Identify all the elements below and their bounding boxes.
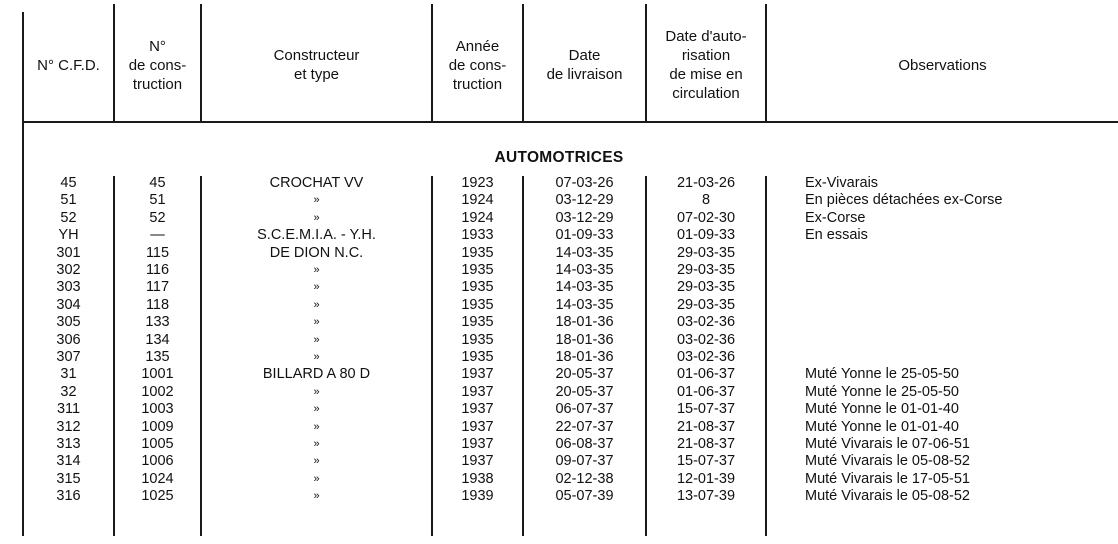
cell-date-livraison: 05-07-39: [555, 488, 614, 505]
cell-observations: Muté Yonne le 25-05-50: [805, 383, 959, 400]
cell-construction-number: 45: [149, 175, 166, 191]
cell-annee: 1937: [461, 401, 494, 418]
cell-annee: 1935: [461, 331, 494, 348]
table-row: [0, 245, 1118, 262]
cell-construction-number: 1009: [141, 418, 174, 435]
cell-cfd: 306: [56, 331, 81, 348]
cell-date-autorisation: 15-07-37: [676, 401, 736, 418]
cell-date-autorisation: 13-07-39: [676, 488, 736, 505]
cell-date-autorisation: 15-07-37: [676, 453, 736, 470]
cell-date-livraison: 14-03-35: [555, 244, 614, 261]
cell-date-autorisation: 21-03-26: [676, 175, 736, 191]
cell-constructeur-type: »: [313, 420, 320, 433]
cell-date-autorisation: 12-01-39: [676, 470, 736, 487]
table-row: [0, 175, 1118, 192]
cell-construction-number: 1003: [141, 401, 174, 418]
cell-cfd: 45: [60, 175, 77, 191]
cell-constructeur-type: »: [313, 455, 320, 468]
cell-constructeur-type: »: [313, 281, 320, 294]
table-row: [0, 349, 1118, 366]
cell-constructeur-type: »: [313, 385, 320, 398]
header-date-livraison: Date de livraison: [546, 47, 623, 83]
cell-date-livraison: 06-07-37: [555, 401, 614, 418]
cell-construction-number: 1024: [141, 470, 174, 487]
cell-annee: 1937: [461, 418, 494, 435]
cell-observations: Muté Vivarais le 05-08-52: [805, 488, 970, 505]
header-observations: Observations: [898, 56, 987, 74]
cell-annee: 1924: [461, 209, 494, 226]
cell-date-livraison: 03-12-29: [555, 192, 614, 209]
cell-annee: 1938: [461, 470, 494, 487]
cell-observations: En pièces détachées ex-Corse: [805, 192, 1003, 209]
cell-construction-number: 117: [145, 279, 170, 296]
cell-constructeur-type: »: [313, 194, 320, 207]
table-row: [0, 262, 1118, 279]
cell-date-livraison: 20-05-37: [555, 366, 614, 383]
cell-date-livraison: 06-08-37: [555, 436, 614, 452]
table-row: [0, 419, 1118, 436]
table-row: [0, 210, 1118, 227]
cell-construction-number: 135: [145, 349, 170, 365]
cell-construction-number: 1005: [141, 436, 174, 452]
cell-cfd: 305: [56, 314, 81, 331]
cell-construction-number: 116: [145, 262, 170, 278]
cell-date-autorisation: 01-09-33: [676, 227, 736, 244]
cell-construction-number: 133: [145, 314, 170, 331]
cell-constructeur-type: »: [313, 472, 320, 485]
cell-annee: 1923: [461, 175, 494, 191]
cell-construction-number: 51: [149, 192, 166, 209]
table-row: [0, 471, 1118, 488]
cell-constructeur-type: »: [313, 316, 320, 329]
cell-cfd: 31: [60, 366, 77, 383]
table-row: [0, 453, 1118, 470]
cell-date-autorisation: 8: [701, 192, 711, 209]
cell-annee: 1937: [461, 436, 494, 452]
cell-cfd: 302: [56, 262, 81, 278]
cell-date-autorisation: 21-08-37: [676, 418, 736, 435]
cell-annee: 1935: [461, 279, 494, 296]
cell-observations: Muté Yonne le 01-01-40: [805, 418, 959, 435]
cell-cfd: 311: [56, 401, 81, 418]
cell-constructeur-type: »: [313, 298, 320, 311]
cell-constructeur-type: DE DION N.C.: [269, 244, 364, 261]
cell-observations: Muté Yonne le 01-01-40: [805, 401, 959, 418]
cell-date-livraison: 03-12-29: [555, 209, 614, 226]
cell-constructeur-type: CROCHAT VV: [269, 175, 364, 191]
cell-constructeur-type: »: [313, 333, 320, 346]
header-date-autorisation: Date d'auto- risation de mise en circulation: [665, 28, 747, 102]
table-row: [0, 488, 1118, 505]
table-row: [0, 436, 1118, 453]
cell-constructeur-type: »: [313, 264, 320, 276]
cell-date-autorisation: 29-03-35: [676, 244, 736, 261]
table-row: [0, 332, 1118, 349]
cell-observations: En essais: [805, 227, 868, 244]
cell-cfd: 315: [56, 470, 81, 487]
cell-cfd: 312: [56, 418, 81, 435]
cell-observations: Ex-Corse: [805, 209, 866, 226]
cell-constructeur-type: S.C.E.M.I.A. - Y.H.: [257, 227, 376, 244]
cell-construction-number: 115: [145, 244, 170, 261]
cell-cfd: 52: [60, 209, 77, 226]
cell-date-autorisation: 03-02-36: [676, 349, 736, 365]
header-annee: Année de cons- truction: [448, 37, 507, 93]
cell-annee: 1924: [461, 192, 494, 209]
cell-cfd: 313: [56, 436, 81, 452]
cell-date-autorisation: 07-02-30: [676, 209, 736, 226]
cell-construction-number: 118: [145, 296, 170, 313]
cell-date-livraison: 14-03-35: [555, 279, 614, 296]
cell-annee: 1935: [461, 262, 494, 278]
cell-observations: Muté Vivarais le 07-06-51: [805, 436, 970, 452]
cell-annee: 1935: [461, 349, 494, 365]
cell-annee: 1935: [461, 244, 494, 261]
cell-constructeur-type: »: [313, 351, 320, 363]
cell-construction-number: 52: [149, 209, 166, 226]
cell-constructeur-type: »: [313, 211, 320, 224]
header-rule: [22, 121, 1118, 123]
cell-construction-number: 1025: [141, 488, 174, 505]
cell-constructeur-type: »: [313, 490, 320, 503]
cell-observations: Ex-Vivarais: [805, 175, 879, 191]
cell-annee: 1935: [461, 296, 494, 313]
cell-date-livraison: 09-07-37: [555, 453, 614, 470]
cell-date-livraison: 14-03-35: [555, 262, 614, 278]
cell-construction-number: —: [150, 227, 165, 244]
table-row: [0, 227, 1118, 244]
cell-date-autorisation: 29-03-35: [676, 279, 736, 296]
cell-date-autorisation: 21-08-37: [676, 436, 736, 452]
cell-date-livraison: 20-05-37: [555, 383, 614, 400]
cell-construction-number: 134: [145, 331, 170, 348]
cell-date-autorisation: 29-03-35: [676, 262, 736, 278]
cell-cfd: 51: [60, 192, 77, 209]
cell-observations: Muté Vivarais le 17-05-51: [805, 470, 970, 487]
cell-date-livraison: 18-01-36: [555, 331, 614, 348]
cell-date-autorisation: 01-06-37: [676, 383, 736, 400]
cell-constructeur-type: »: [313, 403, 320, 416]
table-row: [0, 314, 1118, 331]
cell-cfd: 307: [56, 349, 81, 365]
cell-date-livraison: 14-03-35: [555, 296, 614, 313]
cell-date-autorisation: 01-06-37: [676, 366, 736, 383]
cell-cfd: 303: [56, 279, 81, 296]
cell-date-livraison: 18-01-36: [555, 314, 614, 331]
cell-construction-number: 1002: [141, 383, 174, 400]
cell-cfd: YH: [58, 227, 79, 244]
cell-annee: 1933: [461, 227, 494, 244]
table-row: [0, 401, 1118, 418]
cell-cfd: 301: [56, 244, 81, 261]
cell-date-livraison: 18-01-36: [555, 349, 614, 365]
cell-annee: 1937: [461, 383, 494, 400]
cell-constructeur-type: BILLARD A 80 D: [262, 366, 371, 383]
cell-cfd: 304: [56, 296, 81, 313]
cell-annee: 1935: [461, 314, 494, 331]
header-constructeur: Constructeur et type: [273, 47, 360, 83]
cell-construction-number: 1006: [141, 453, 174, 470]
table-row: [0, 297, 1118, 314]
cell-cfd: 316: [56, 488, 81, 505]
cell-annee: 1937: [461, 366, 494, 383]
cell-construction-number: 1001: [141, 366, 174, 383]
cell-date-livraison: 07-03-26: [555, 175, 614, 191]
table-row: [0, 366, 1118, 383]
cell-observations: Muté Vivarais le 05-08-52: [805, 453, 970, 470]
cell-constructeur-type: »: [313, 438, 320, 450]
cell-cfd: 314: [56, 453, 81, 470]
cell-date-autorisation: 03-02-36: [676, 314, 736, 331]
table-row: [0, 192, 1118, 209]
cell-date-livraison: 02-12-38: [555, 470, 614, 487]
cell-date-autorisation: 03-02-36: [676, 331, 736, 348]
table-row: [0, 384, 1118, 401]
header-no-construction: N° de cons- truction: [128, 37, 187, 93]
cell-observations: Muté Yonne le 25-05-50: [805, 366, 959, 383]
cell-annee: 1939: [461, 488, 494, 505]
header-no-cfd: N° C.F.D.: [37, 56, 100, 74]
section-title: AUTOMOTRICES: [494, 149, 624, 166]
cell-cfd: 32: [60, 383, 77, 400]
cell-date-livraison: 22-07-37: [555, 418, 614, 435]
cell-date-autorisation: 29-03-35: [676, 296, 736, 313]
cell-annee: 1937: [461, 453, 494, 470]
table-row: [0, 279, 1118, 296]
cell-date-livraison: 01-09-33: [555, 227, 614, 244]
